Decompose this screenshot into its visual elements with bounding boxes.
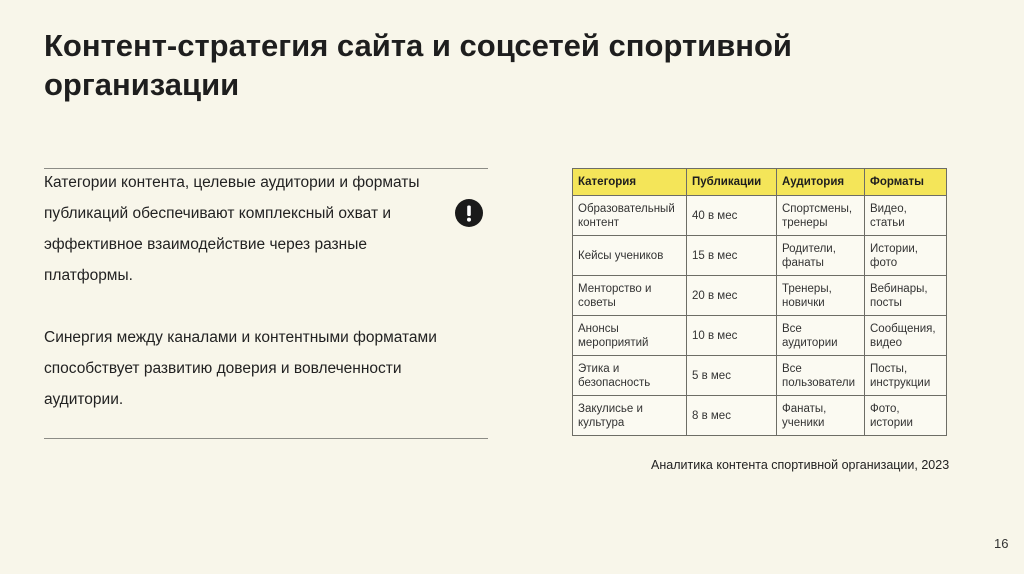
cell-publications: 5 в мес [687, 356, 777, 396]
exclamation-circle-icon [455, 199, 483, 227]
cell-category: Менторство и советы [573, 276, 687, 316]
table-row [573, 196, 947, 236]
bottom-divider [44, 438, 488, 439]
cell-formats: Фото, истории [865, 396, 947, 436]
cell-formats: Видео, статьи [865, 196, 947, 236]
cell-category: Анонсы мероприятий [573, 316, 687, 356]
intro-paragraph: Категории контента, целевые аудитории и форматы публикаций обеспечивают комплексный охват и эффективное взаимодействие через разные платформы. [44, 174, 420, 284]
cell-publications: 40 в мес [687, 196, 777, 236]
header-formats: Форматы [865, 169, 947, 196]
cell-publications: 15 в мес [687, 236, 777, 276]
cell-formats: Истории, фото [865, 236, 947, 276]
synergy-paragraph: Синергия между каналами и контентными форматами способствует развитию доверия и вовлеченности аудитории. [44, 329, 437, 408]
header-publications: Публикации [687, 169, 777, 196]
cell-audience: Все пользователи [777, 356, 865, 396]
cell-category: Кейсы учеников [573, 236, 687, 276]
cell-formats: Вебинары, посты [865, 276, 947, 316]
table-caption: Аналитика контента спортивной организации, 2023 [651, 458, 950, 472]
cell-category: Образовательный контент [573, 196, 687, 236]
header-category: Категория [573, 169, 687, 196]
slide-title: Контент-стратегия сайта и соцсетей спортивной организации [44, 28, 792, 102]
cell-publications: 8 в мес [687, 396, 777, 436]
cell-publications: 20 в мес [687, 276, 777, 316]
cell-audience: Фанаты, ученики [777, 396, 865, 436]
table-header-row [573, 169, 947, 196]
header-audience: Аудитория [777, 169, 865, 196]
table-row [573, 236, 947, 276]
cell-audience: Спортсмены, тренеры [777, 196, 865, 236]
table-row [573, 276, 947, 316]
cell-audience: Все аудитории [777, 316, 865, 356]
cell-audience: Родители, фанаты [777, 236, 865, 276]
cell-formats: Сообщения, видео [865, 316, 947, 356]
cell-publications: 10 в мес [687, 316, 777, 356]
table-row [573, 396, 947, 436]
cell-category: Закулисье и культура [573, 396, 687, 436]
page-number: 16 [994, 536, 1009, 551]
content-table [572, 168, 947, 436]
cell-category: Этика и безопасность [573, 356, 687, 396]
table-row [573, 356, 947, 396]
cell-audience: Тренеры, новички [777, 276, 865, 316]
table-row [573, 316, 947, 356]
cell-formats: Посты, инструкции [865, 356, 947, 396]
